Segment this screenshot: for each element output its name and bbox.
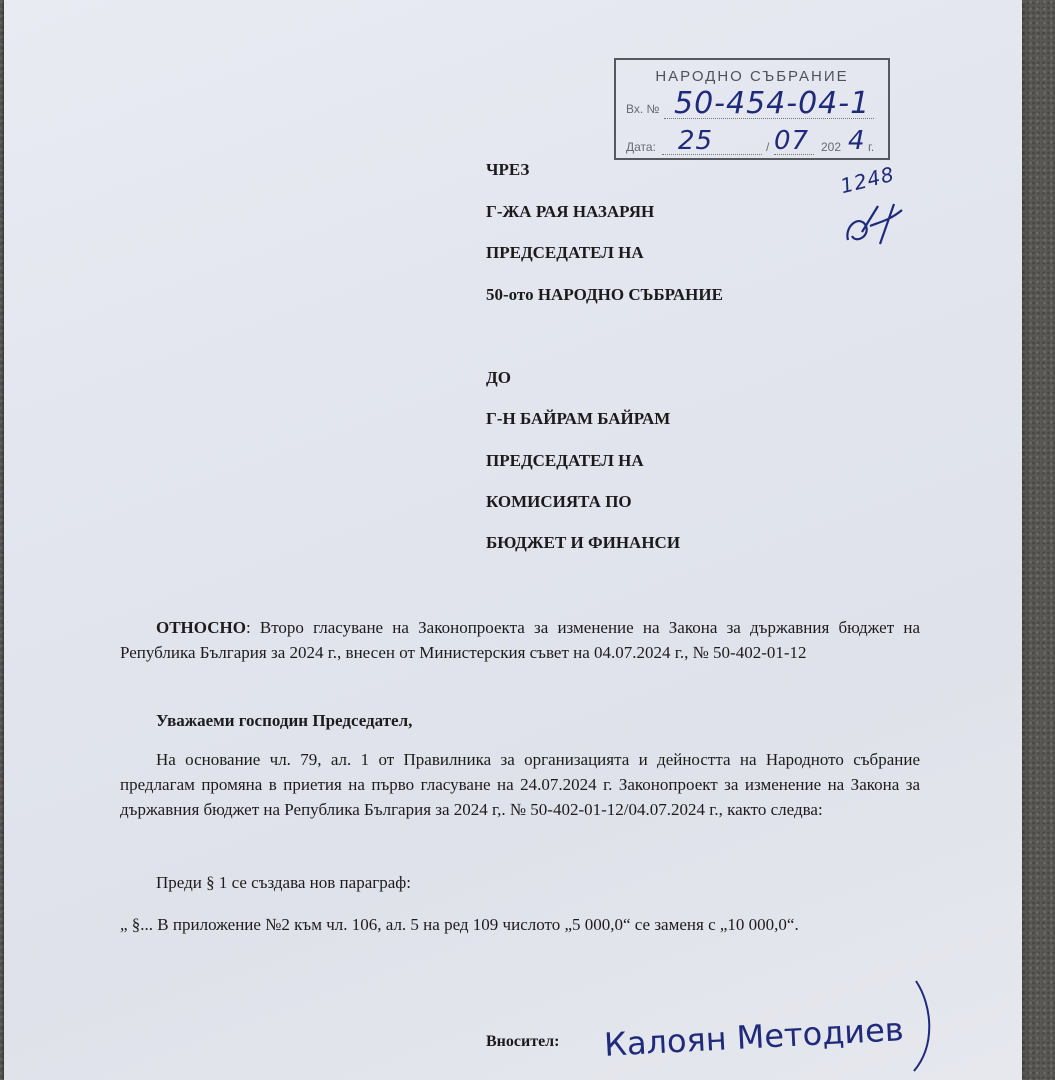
to-committee-line-1: КОМИСИЯТА ПО	[486, 492, 632, 511]
body-paragraph: На основание чл. 79, ал. 1 от Правилника за организацията и дейността на Народното събрание предлагам промяна в приетия на първо гласуване на 24.07.2024 г. Законопроект за изменение на Закона за държавния бюджет на Република България за 2024 г,. № 50-402-01-12/04.07.2024 г., както следва:	[120, 750, 920, 819]
stamp-year-prefix: 202	[821, 140, 842, 154]
stamp-year-unit: г.	[868, 140, 875, 154]
submitter-signature: Калоян Методиев	[603, 1010, 905, 1064]
submitter-label: Вносител:	[486, 1033, 560, 1050]
registry-note: 1248	[837, 161, 897, 199]
stamp-incoming-label: Вх. №	[626, 102, 660, 116]
stamp-month: 07	[774, 126, 810, 156]
amendment-text: „ §... В приложение №2 към чл. 106, ал. 5 на ред 109 числото „5 000,0“ се заменя с „10 000,0“.	[120, 915, 799, 934]
before-paragraph: Преди § 1 се създава нов параграф:	[156, 873, 411, 892]
via-body: 50-ото НАРОДНО СЪБРАНИЕ	[486, 285, 723, 304]
stamp-title: НАРОДНО СЪБРАНИЕ	[655, 68, 849, 85]
via-name: Г-ЖА РАЯ НАЗАРЯН	[486, 202, 655, 221]
subject-label: ОТНОСНО	[156, 618, 246, 637]
subject-text: : Второ гласуване на Законопроекта за изменение на Закона за държавния бюджет на Република България за 2024 г., внесен от Министерския съвет на 04.07.2024 г., № 50-402-01-12	[120, 618, 920, 662]
to-committee-line-2: БЮДЖЕТ И ФИНАНСИ	[486, 533, 681, 552]
via-position: ПРЕДСЕДАТЕЛ НА	[486, 243, 644, 262]
document-page	[4, 0, 1022, 1080]
to-position: ПРЕДСЕДАТЕЛ НА	[486, 451, 644, 470]
to-name: Г-Н БАЙРАМ БАЙРАМ	[486, 409, 671, 428]
to-label: ДО	[486, 368, 511, 387]
registry-stamp: НАРОДНО СЪБРАНИЕ Вх. № 50-454-04-1 Дата: 25 / 07 202 4 г.	[614, 58, 890, 160]
initials-signature	[840, 196, 910, 256]
stamp-day: 25	[678, 126, 714, 156]
stamp-incoming-number: 50-454-04-1	[674, 86, 871, 121]
subject-paragraph	[120, 615, 920, 665]
stamp-year-suffix: 4	[848, 126, 866, 156]
salutation: Уважаеми господин Председател,	[156, 711, 413, 730]
stamp-date-label: Дата:	[626, 140, 656, 154]
via-label: ЧРЕЗ	[486, 160, 530, 179]
signature-flourish	[902, 975, 946, 1075]
